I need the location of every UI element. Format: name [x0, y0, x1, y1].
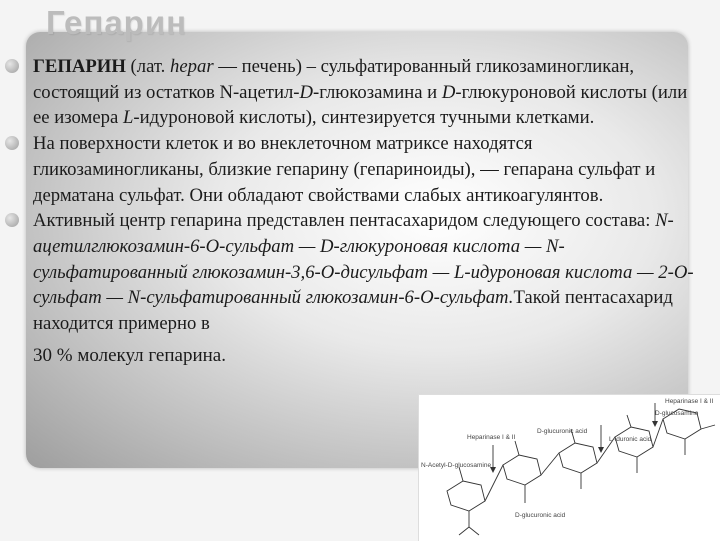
text-run: -глюкуроновой кислоты (или ее изомера [33, 81, 688, 129]
text-run: Такой пентасахарид находится примерно в [33, 287, 673, 335]
text-run: Активный центр гепарина представлен пентасахаридом следующего состава: [33, 210, 656, 232]
bullet-text [33, 210, 694, 334]
heparin-structure-figure [418, 394, 720, 541]
text-run: N-ацетилглюкозамин-6-О-сульфат — D-глюкуроновая кислота — N-сульфатированный глюкозамин-3,6-О-дисульфат — L-идуроновая кислота — 2-О-сульфат — N-сульфатированный глюкозамин-6-О-сульфат. [33, 210, 694, 309]
bullet-pentasaccharide [0, 208, 700, 368]
text-run: -идуроновой кислоты), синтезируется тучными клетками. [133, 107, 595, 129]
substituent-bond [459, 467, 463, 481]
bullet-heparinoids [0, 131, 700, 208]
bullet-list [0, 54, 700, 368]
substituent-bond [627, 415, 631, 427]
text-run: ГЕПАРИН [33, 56, 126, 77]
bullet-heparin-definition [0, 54, 700, 131]
text-run: -глюкозамина и [313, 81, 442, 103]
structure-diagram [419, 395, 720, 541]
arrow-head [598, 447, 604, 453]
arrow-head [652, 421, 658, 427]
text-run: D [299, 81, 313, 103]
substituent-bond [701, 425, 715, 429]
glycosidic-bond [541, 453, 559, 475]
text-run: — печень) – сульфатированный гликозаминогликан, состоящий из остатков N-ацетил- [33, 56, 635, 103]
substituent-bond [469, 527, 479, 535]
bullet-marker-icon [5, 136, 19, 150]
bullet-marker-icon [5, 59, 19, 73]
label-heparinase-mid: Heparinase I & II [467, 434, 516, 441]
slide-title: Гепарин [46, 4, 188, 41]
substituent-bond [515, 441, 519, 455]
label-l-iduronic: L-iduronic acid [609, 436, 652, 443]
sugar-ring-2 [503, 455, 541, 485]
label-d-glucuronic: D-glucuronic acid [537, 428, 588, 435]
text-run: hepar [170, 56, 214, 77]
label-n-acetyl: N-Acetyl-D-glucosamine [421, 462, 492, 469]
label-d-glucosamine: D-glucosamine [655, 410, 699, 417]
label-heparinase-top: Heparinase I & II [665, 398, 714, 405]
text-run: На поверхности клеток и во внеклеточном матриксе находятся гликозаминогликаны, близкие гепарину (гепариноиды), — гепарана сульфат и дерматана сульфат. Они обладают свойствами слабых антикоагулянтов. [33, 133, 656, 206]
sugar-ring-1 [447, 481, 485, 511]
text-run: L [122, 107, 134, 129]
bullet-marker-icon [5, 213, 19, 227]
bullet-last-line: 30 % молекул гепарина. [33, 344, 226, 366]
bullet-text [33, 133, 655, 205]
bullet-text [33, 56, 687, 128]
text-run: D [441, 81, 456, 103]
substituent-bond [459, 527, 469, 535]
text-run: (лат. [125, 56, 171, 77]
label-glucuronic-bottom: D-glucuronic acid [515, 512, 566, 519]
sugar-ring-3 [559, 443, 597, 473]
